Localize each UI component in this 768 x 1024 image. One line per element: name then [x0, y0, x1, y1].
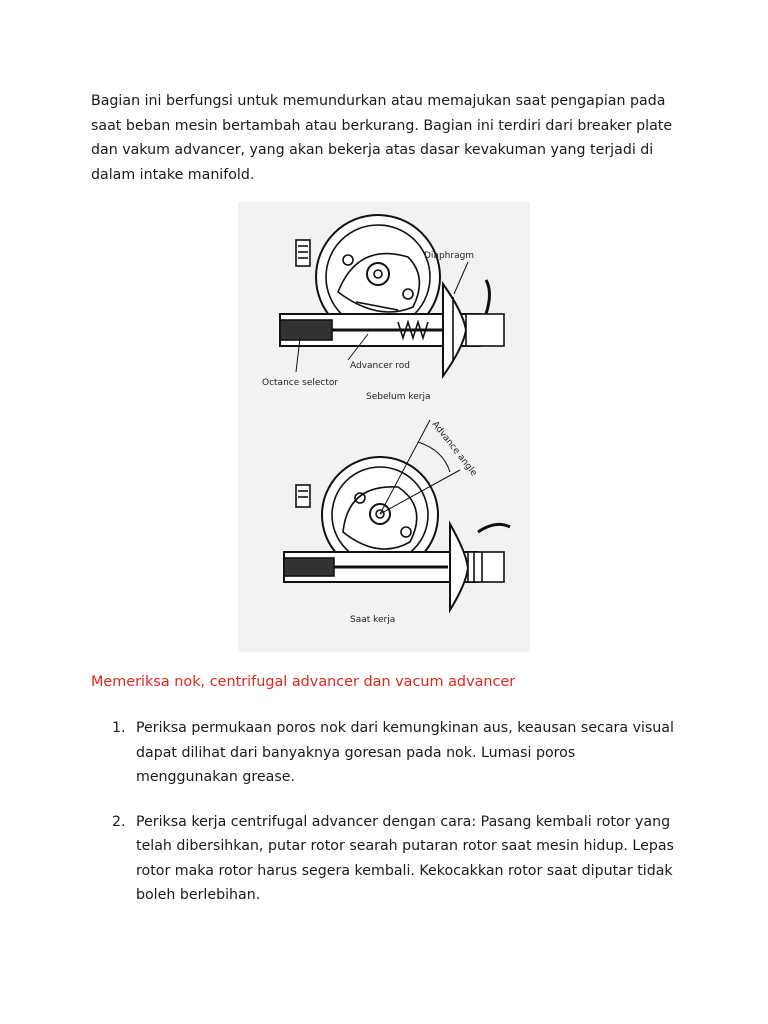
step-text: Periksa kerja centrifugal advancer dengan cara: Pasang kembali rotor yang telah dibersihkan, putar rotor searah putaran rotor saat mesin hidup. Lepas rotor maka rotor harus segera kembali. Kekocakkan rotor saat diputar tidak boleh berlebihan. — [136, 813, 674, 903]
list-item — [91, 716, 681, 790]
lower-distributor-drawing — [284, 420, 510, 610]
upper-distributor-drawing — [280, 215, 504, 376]
step-text: Periksa permukaan poros nok dari kemungkinan aus, keausan secara visual dapat dilihat dari banyaknya goresan pada nok. Lumasi poros menggunakan grease. — [136, 720, 674, 785]
during-operation-label: Saat kerja — [350, 615, 396, 625]
list-item — [91, 810, 681, 908]
diaphragm-label: Diaphragm — [424, 251, 475, 261]
section-heading: Memeriksa nok, centrifugal advancer dan vacum advancer — [91, 674, 516, 690]
octane-selector-label: Octance selector — [262, 378, 339, 388]
intro-paragraph: Bagian ini berfungsi untuk memundurkan atau memajukan saat pengapian pada saat beban mesin bertambah atau berkurang. Bagian ini terdiri dari breaker plate dan vakum advancer, yang akan bekerja atas dasar kevakuman yang terjadi di dalam intake manifold. — [91, 93, 673, 183]
distributor-diagram — [238, 202, 530, 652]
step-number: 1. — [112, 720, 126, 736]
advancer-rod-label: Advancer rod — [350, 361, 411, 371]
step-number: 2. — [112, 813, 126, 830]
steps-list — [91, 716, 681, 928]
distributor-diagram-figure — [238, 202, 530, 652]
before-operation-label: Sebelum kerja — [366, 392, 431, 402]
advance-angle-label: Advance angle — [429, 419, 479, 479]
